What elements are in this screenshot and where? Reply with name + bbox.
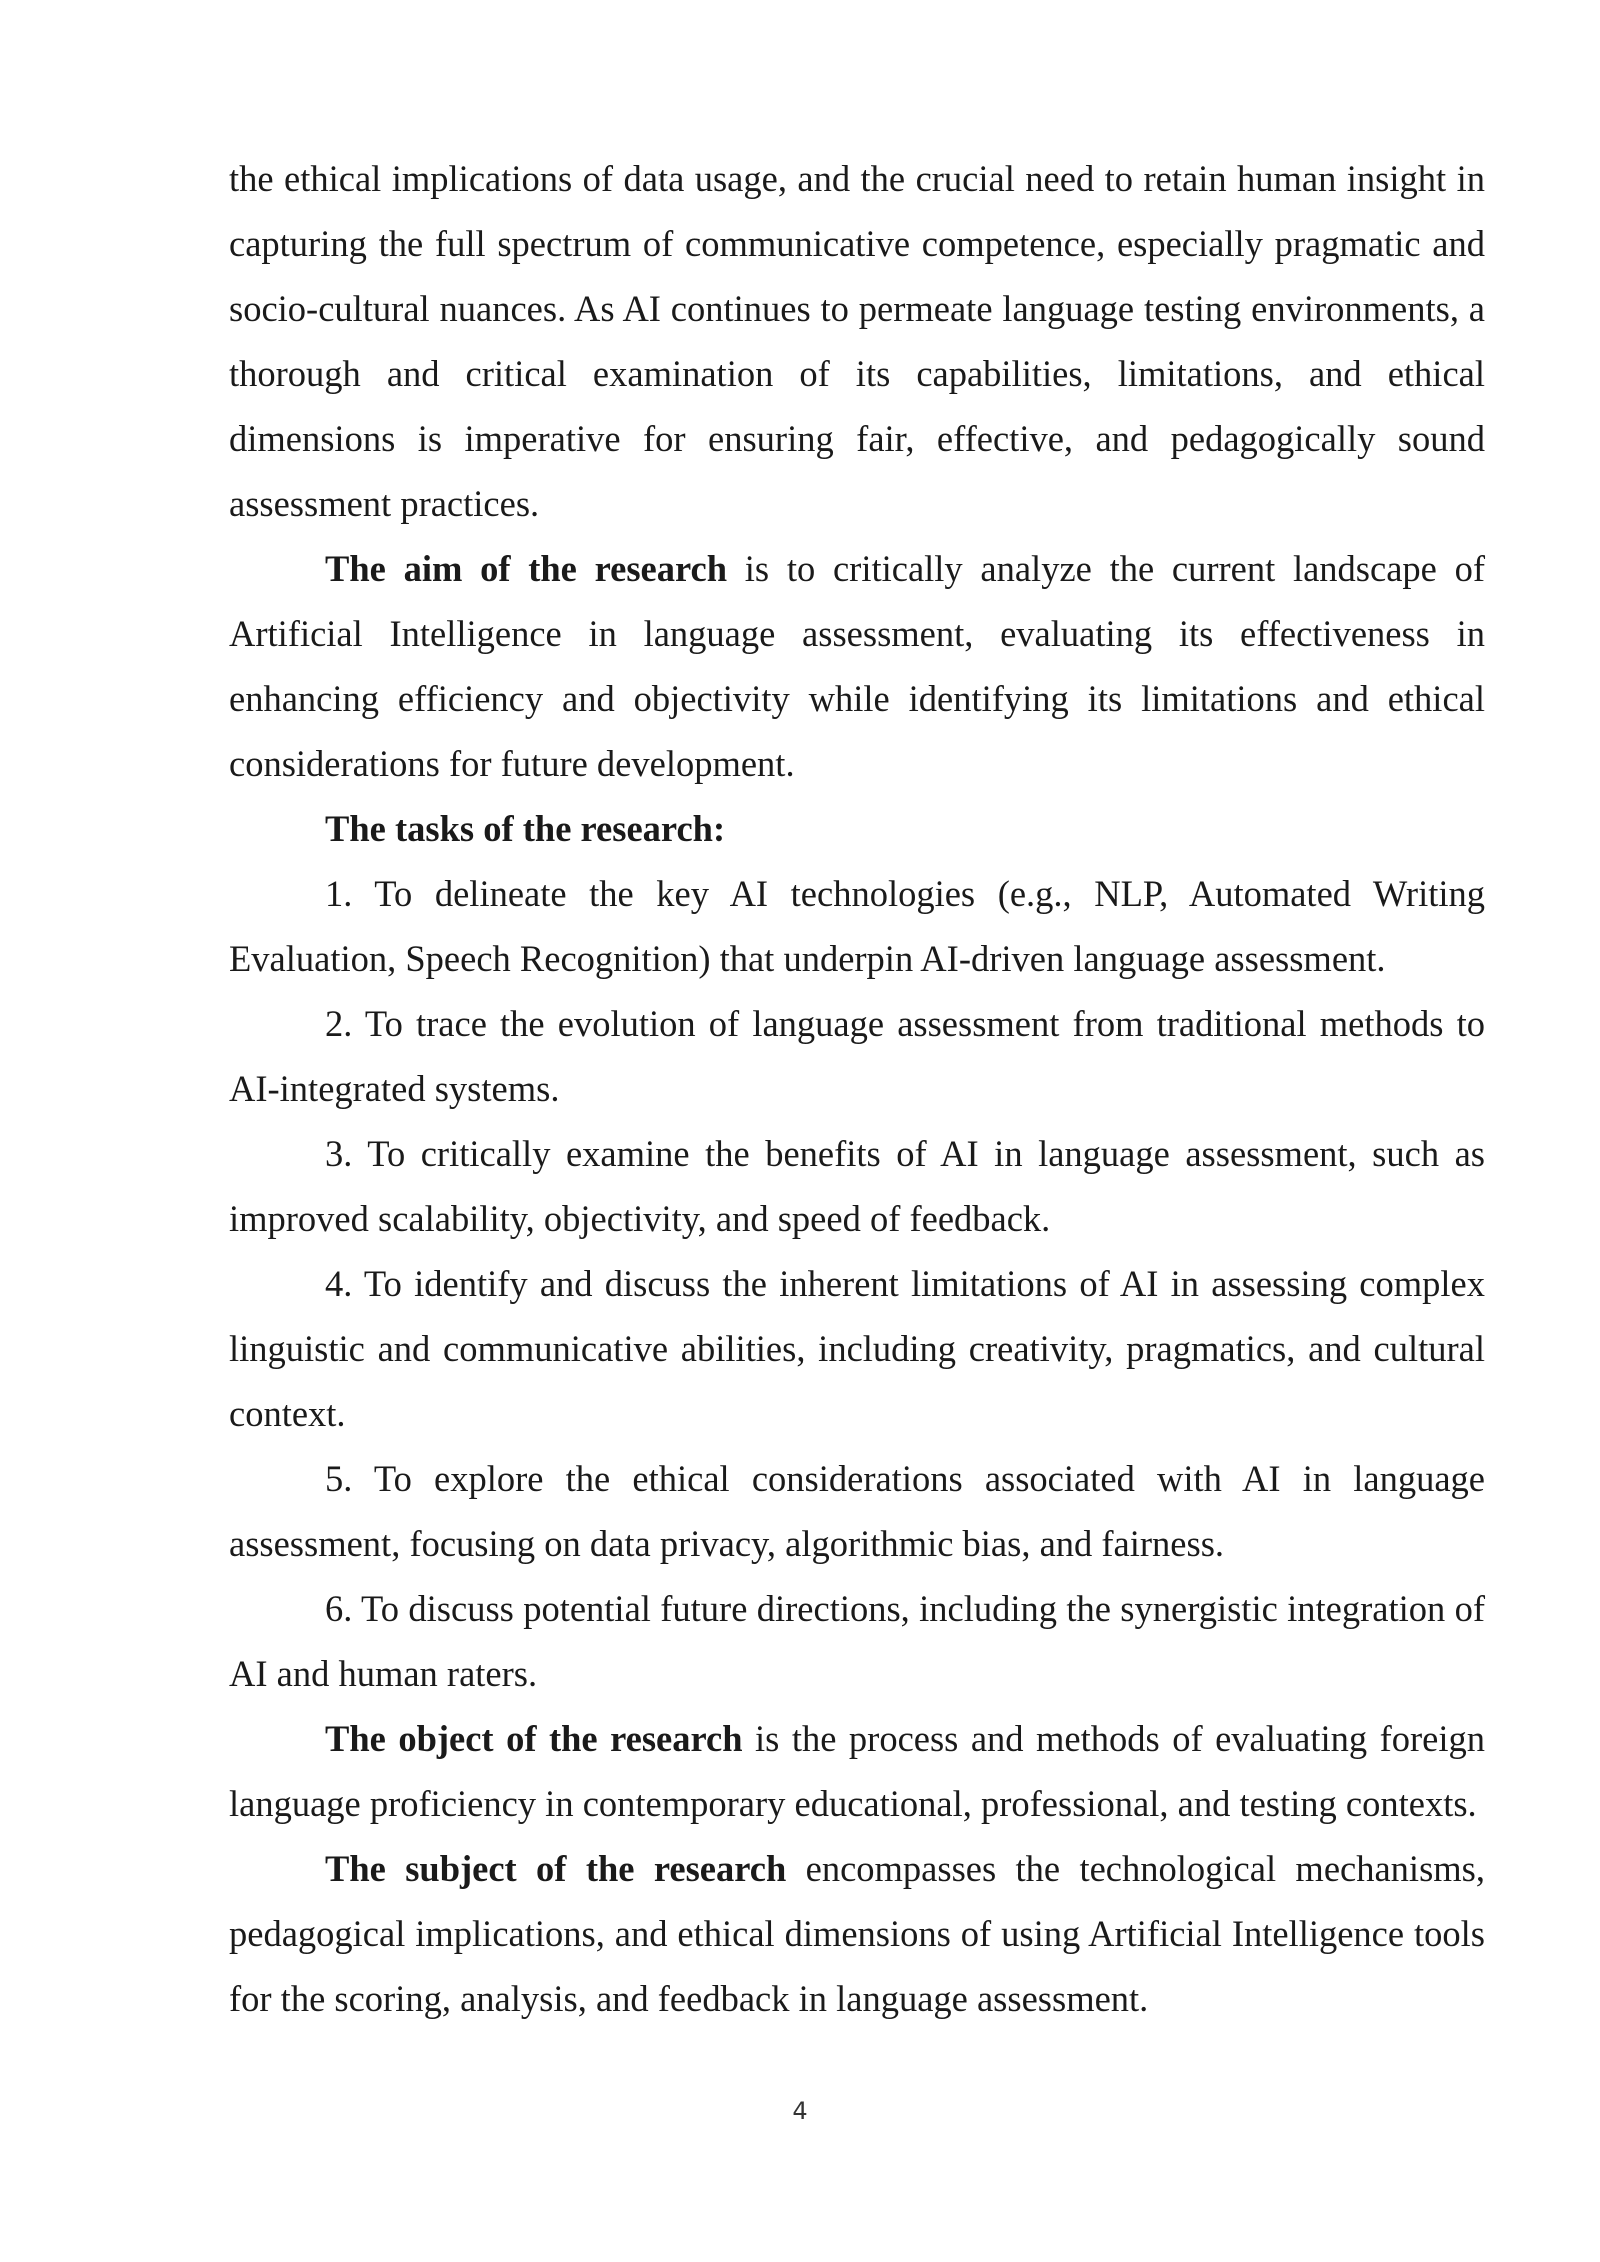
paragraph-text: encompasses the technological mechanisms, pedagogical implications, and ethical dimensions of using Artificial Intelligence tools for the scoring, analysis, and feedback in language assessment.	[229, 1848, 1485, 2019]
paragraph-text: 5. To explore the ethical considerations associated with AI in language assessment, focusing on data privacy, algorithmic bias, and fairness.	[229, 1458, 1485, 1564]
task-item-5	[229, 1446, 1485, 1576]
paragraph-text: 2. To trace the evolution of language assessment from traditional methods to AI-integrated systems.	[229, 1003, 1485, 1109]
paragraph-intro-continuation	[229, 146, 1485, 536]
paragraph-text: 3. To critically examine the benefits of AI in language assessment, such as improved scalability, objectivity, and speed of feedback.	[229, 1133, 1485, 1239]
paragraph-text: 1. To delineate the key AI technologies (e.g., NLP, Automated Writing Evaluation, Speech Recognition) that underpin AI-driven language assessment.	[229, 873, 1485, 979]
paragraph-aim	[229, 536, 1485, 796]
paragraph-bold-lead: The subject of the research	[325, 1848, 787, 1889]
task-item-6	[229, 1576, 1485, 1706]
task-item-3	[229, 1121, 1485, 1251]
body-text	[229, 146, 1485, 2031]
task-item-2	[229, 991, 1485, 1121]
paragraph-bold-lead: The aim of the research	[325, 548, 728, 589]
tasks-heading	[229, 796, 1485, 861]
task-item-1	[229, 861, 1485, 991]
paragraph-bold-lead: The object of the research	[325, 1718, 743, 1759]
paragraph-text: is the process and methods of evaluating foreign language proficiency in contemporary educational, professional, and testing contexts.	[229, 1718, 1485, 1824]
paragraph-text: 6. To discuss potential future directions, including the synergistic integration of AI and human raters.	[229, 1588, 1485, 1694]
paragraph-text: 4. To identify and discuss the inherent limitations of AI in assessing complex linguistic and communicative abilities, including creativity, pragmatics, and cultural context.	[229, 1263, 1485, 1434]
paragraph-subject	[229, 1836, 1485, 2031]
page-number: 4	[792, 2097, 808, 2125]
paragraph-object	[229, 1706, 1485, 1836]
paragraph-text: the ethical implications of data usage, and the crucial need to retain human insight in capturing the full spectrum of communicative competence, especially pragmatic and socio-cultural nuances. As AI continues to permeate language testing environments, a thorough and critical examination of its capabilities, limitations, and ethical dimensions is imperative for ensuring fair, effective, and pedagogically sound assessment practices.	[229, 158, 1485, 524]
paragraph-text: is to critically analyze the current landscape of Artificial Intelligence in language assessment, evaluating its effectiveness in enhancing efficiency and objectivity while identifying its limitations and ethical considerations for future development.	[229, 548, 1485, 784]
paragraph-bold-lead: The tasks of the research:	[325, 808, 726, 849]
task-item-4	[229, 1251, 1485, 1446]
